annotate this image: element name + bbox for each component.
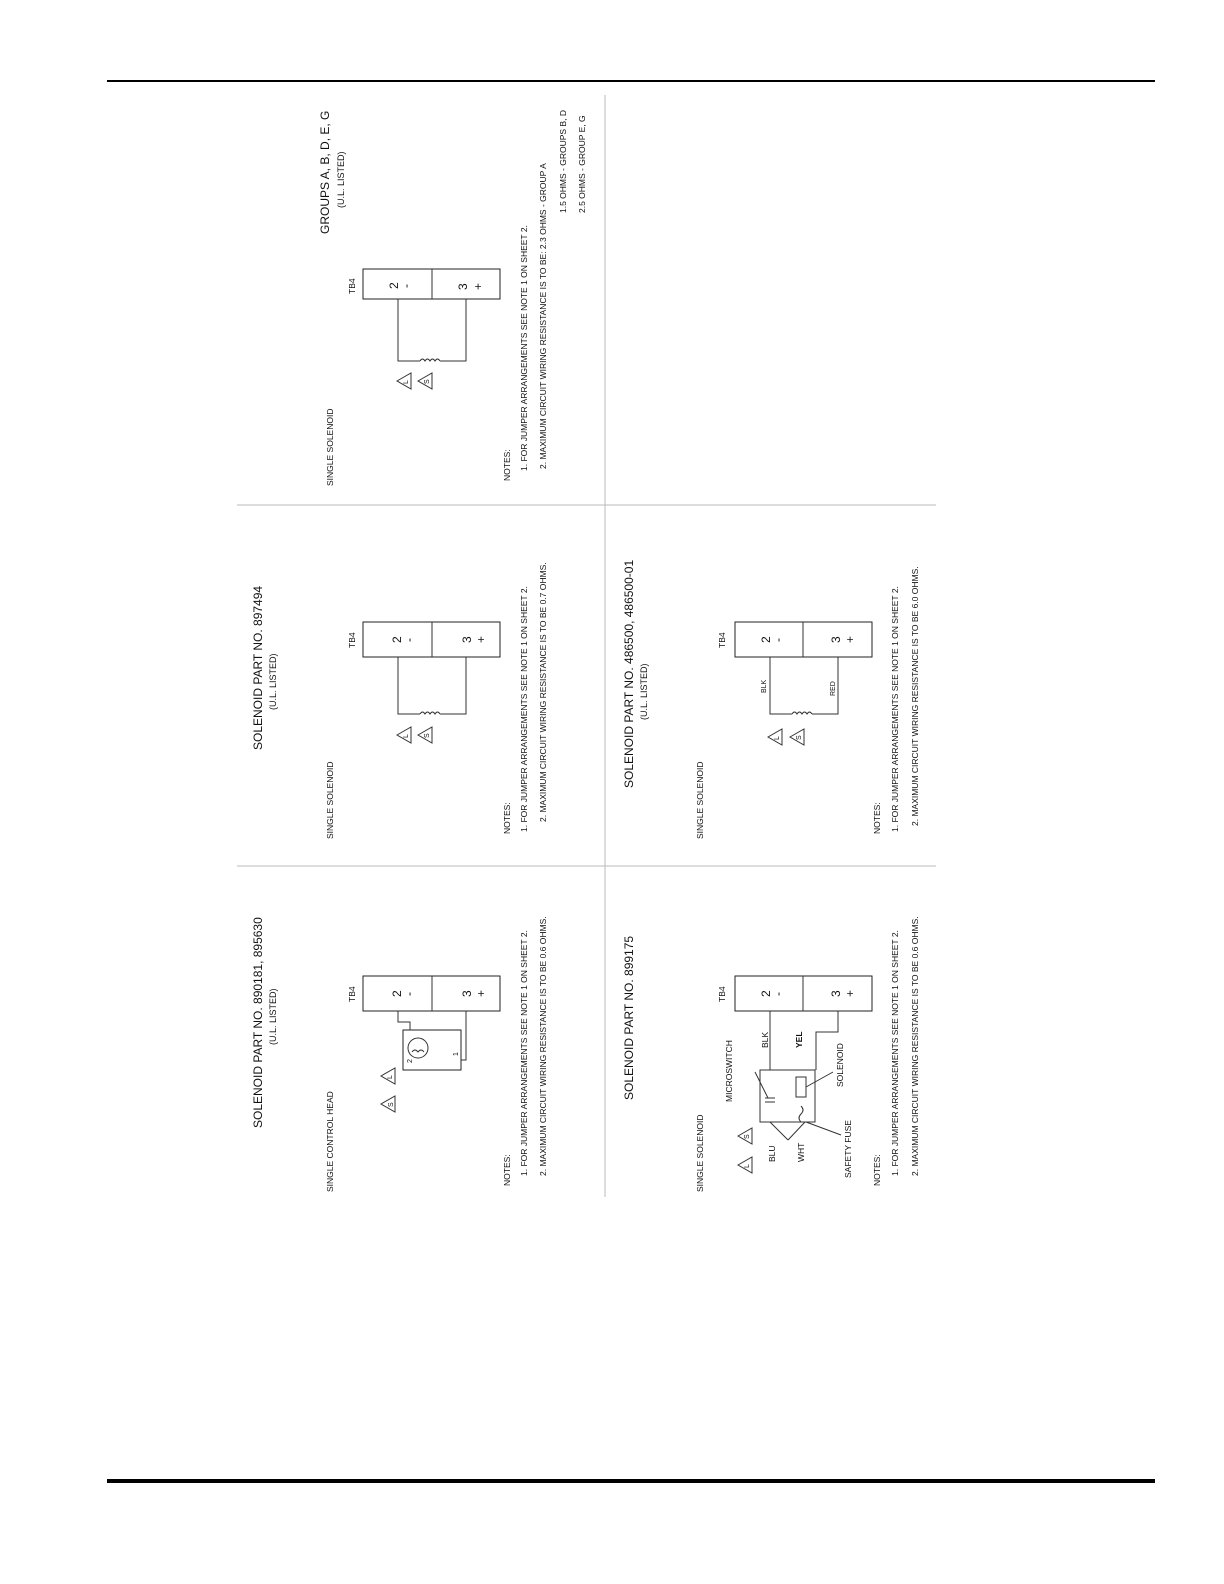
panel-897494	[251, 562, 548, 839]
label-solenoid: SOLENOID	[835, 1043, 845, 1087]
type-label: SINGLE SOLENOID	[325, 761, 335, 839]
terminal-2-number: 2	[759, 636, 773, 643]
ul-listed: (U.L. LISTED)	[639, 663, 649, 720]
terminal-3-sign: +	[474, 635, 488, 643]
panel-890181	[251, 916, 548, 1192]
note-1: 1. FOR JUMPER ARRANGEMENTS SEE NOTE 1 ON SHEET 2.	[519, 225, 529, 471]
panel-899175	[622, 916, 920, 1192]
type-label: SINGLE SOLENOID	[325, 408, 335, 486]
symbol-l: L	[403, 734, 410, 738]
terminal-3-number: 3	[460, 990, 474, 997]
head-label-1: 1	[453, 1052, 460, 1056]
panel-groups	[318, 110, 587, 486]
symbol-s: S	[424, 733, 431, 738]
tb-label: TB4	[347, 986, 357, 1002]
label-safety-fuse: SAFETY FUSE	[843, 1120, 853, 1178]
symbol-l: L	[744, 1164, 751, 1168]
label-red: RED	[830, 681, 837, 696]
note-2: 2. MAXIMUM CIRCUIT WIRING RESISTANCE IS TO BE 0.6 OHMS.	[538, 916, 548, 1176]
terminal-2-number: 2	[759, 990, 773, 997]
terminal-2-sign: -	[402, 992, 416, 996]
label-microswitch: MICROSWITCH	[724, 1040, 734, 1102]
panel-486500	[622, 560, 920, 839]
note-1: 1. FOR JUMPER ARRANGEMENTS SEE NOTE 1 ON SHEET 2.	[890, 586, 900, 832]
note-2: 2. MAXIMUM CIRCUIT WIRING RESISTANCE IS TO BE 0.6 OHMS.	[910, 916, 920, 1176]
note-1: 1. FOR JUMPER ARRANGEMENTS SEE NOTE 1 ON SHEET 2.	[519, 930, 529, 1176]
ul-listed: (U.L. LISTED)	[268, 653, 278, 710]
panel-title: SOLENOID PART NO. 899175	[622, 935, 636, 1100]
notes-heading: NOTES:	[872, 1154, 882, 1186]
terminal-3-number: 3	[460, 636, 474, 643]
terminal-2-sign: -	[771, 992, 785, 996]
terminal-3-number: 3	[829, 636, 843, 643]
terminal-2-number: 2	[390, 990, 404, 997]
symbol-s: S	[796, 735, 803, 740]
panel-title: SOLENOID PART NO. 890181, 895630	[251, 917, 265, 1128]
symbol-l: L	[387, 1075, 394, 1079]
terminal-2-number: 2	[390, 636, 404, 643]
notes-heading: NOTES:	[502, 802, 512, 834]
notes-heading: NOTES:	[872, 802, 882, 834]
label-blk: BLK	[760, 1031, 770, 1048]
panel-title: SOLENOID PART NO. 486500, 486500-01	[622, 559, 636, 788]
terminal-2-number: 2	[387, 282, 401, 289]
symbol-l: L	[403, 380, 410, 384]
terminal-3-sign: +	[843, 989, 857, 997]
label-blu: BLU	[767, 1145, 777, 1162]
label-wht: WHT	[796, 1142, 806, 1162]
ul-listed: (U.L. LISTED)	[268, 988, 278, 1045]
tb-label: TB4	[717, 632, 727, 648]
solenoid-coil	[770, 657, 838, 714]
head-label-2: 2	[407, 1059, 414, 1063]
note-2-groups-eg: 2.5 OHMS - GROUP E, G	[577, 115, 587, 213]
symbol-s: S	[424, 379, 431, 384]
symbol-s: S	[388, 1102, 395, 1107]
note-2: 2. MAXIMUM CIRCUIT WIRING RESISTANCE IS TO BE 0.7 OHMS.	[538, 562, 548, 822]
terminal-3-sign: +	[843, 635, 857, 643]
type-label: SINGLE CONTROL HEAD	[325, 1091, 335, 1192]
terminal-3-number: 3	[456, 283, 470, 290]
symbol-s: S	[744, 1134, 751, 1139]
terminal-3-number: 3	[829, 990, 843, 997]
note-2-groups-bd: 1.5 OHMS - GROUPS B, D	[558, 110, 568, 213]
terminal-3-sign: +	[474, 989, 488, 997]
label-yel: YEL	[794, 1031, 804, 1048]
solenoid-coil	[398, 657, 466, 714]
solenoid-coil	[398, 299, 466, 361]
panel-title: SOLENOID PART NO. 897494	[251, 585, 265, 750]
tb-label: TB4	[347, 632, 357, 648]
panel-title: GROUPS A, B, D, E, G	[318, 110, 332, 234]
terminal-2-sign: -	[402, 638, 416, 642]
note-1: 1. FOR JUMPER ARRANGEMENTS SEE NOTE 1 ON SHEET 2.	[890, 930, 900, 1176]
tb-label: TB4	[717, 986, 727, 1002]
note-1: 1. FOR JUMPER ARRANGEMENTS SEE NOTE 1 ON SHEET 2.	[519, 586, 529, 832]
ul-listed: (U.L. LISTED)	[336, 151, 346, 208]
symbol-l: L	[774, 736, 781, 740]
tb-label: TB4	[347, 278, 357, 294]
terminal-2-sign: -	[771, 638, 785, 642]
terminal-2-sign: -	[399, 284, 413, 288]
note-2: 2. MAXIMUM CIRCUIT WIRING RESISTANCE IS TO BE 6.0 OHMS.	[910, 566, 920, 826]
microswitch-solenoid-assembly	[755, 1011, 841, 1140]
notes-heading: NOTES:	[502, 449, 512, 481]
note-2: 2. MAXIMUM CIRCUIT WIRING RESISTANCE IS TO BE: 2.3 OHMS - GROUP A	[538, 163, 548, 469]
label-blk: BLK	[761, 679, 768, 693]
notes-heading: NOTES:	[502, 1154, 512, 1186]
terminal-3-sign: +	[471, 282, 485, 290]
type-label: SINGLE SOLENOID	[695, 1114, 705, 1192]
type-label: SINGLE SOLENOID	[695, 761, 705, 839]
